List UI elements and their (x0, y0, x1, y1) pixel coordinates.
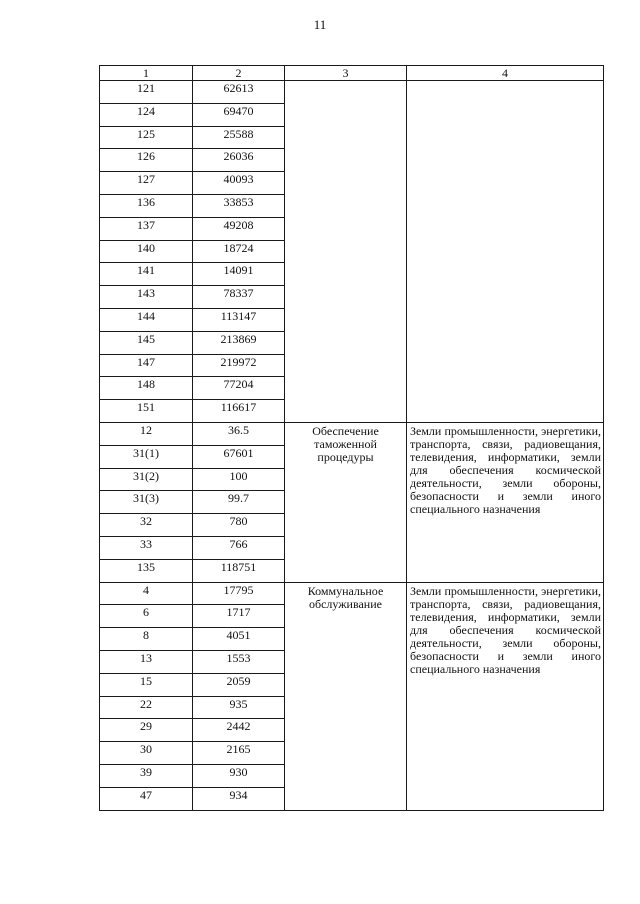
plot-area-cell: 100 (193, 468, 285, 491)
land-category-cell (407, 81, 604, 423)
column-header: 2 (193, 66, 285, 81)
plot-area-cell: 49208 (193, 217, 285, 240)
plot-area-cell: 113147 (193, 308, 285, 331)
plot-number-cell: 33 (100, 536, 193, 559)
table-row (100, 582, 604, 605)
plot-area-cell: 69470 (193, 103, 285, 126)
column-header: 4 (407, 66, 604, 81)
plot-number-cell: 151 (100, 400, 193, 423)
table-body (100, 81, 604, 811)
plot-area-cell: 67601 (193, 445, 285, 468)
table-row (100, 422, 604, 445)
plot-number-cell: 47 (100, 787, 193, 810)
plot-number-cell: 32 (100, 514, 193, 537)
plot-number-cell: 4 (100, 582, 193, 605)
plot-area-cell: 18724 (193, 240, 285, 263)
plot-area-cell: 62613 (193, 81, 285, 104)
plot-number-cell: 30 (100, 742, 193, 765)
plot-area-cell: 780 (193, 514, 285, 537)
plot-number-cell: 39 (100, 764, 193, 787)
plot-area-cell: 2165 (193, 742, 285, 765)
plot-area-cell: 4051 (193, 628, 285, 651)
plot-area-cell: 2059 (193, 673, 285, 696)
plot-number-cell: 13 (100, 650, 193, 673)
permitted-use-cell: Коммунальное обслуживание (285, 582, 407, 810)
page-number: 11 (313, 17, 327, 32)
plot-number-cell: 12 (100, 422, 193, 445)
plot-number-cell: 22 (100, 696, 193, 719)
plot-area-cell: 934 (193, 787, 285, 810)
plot-area-cell: 40093 (193, 172, 285, 195)
plot-area-cell: 25588 (193, 126, 285, 149)
plot-number-cell: 145 (100, 331, 193, 354)
plot-number-cell: 136 (100, 194, 193, 217)
plot-number-cell: 15 (100, 673, 193, 696)
plot-number-cell: 141 (100, 263, 193, 286)
plot-number-cell: 31(3) (100, 491, 193, 514)
land-category-cell: Земли промышленности, энергетики, транспорта, связи, радиовещания, телевидения, информатики, земли для обеспечения космической деятельности, земли обороны, безопасности и земли иного специального назначения (407, 582, 604, 810)
plot-number-cell: 140 (100, 240, 193, 263)
plot-area-cell: 1717 (193, 605, 285, 628)
plot-area-cell: 2442 (193, 719, 285, 742)
plot-area-cell: 766 (193, 536, 285, 559)
table-row (100, 81, 604, 104)
plot-number-cell: 124 (100, 103, 193, 126)
plot-number-cell: 148 (100, 377, 193, 400)
table-header-row (100, 66, 604, 81)
plot-number-cell: 135 (100, 559, 193, 582)
plot-area-cell: 77204 (193, 377, 285, 400)
plot-number-cell: 125 (100, 126, 193, 149)
plot-number-cell: 31(2) (100, 468, 193, 491)
column-header: 3 (285, 66, 407, 81)
land-plots-table (99, 65, 604, 811)
plot-area-cell: 99.7 (193, 491, 285, 514)
plot-area-cell: 17795 (193, 582, 285, 605)
plot-number-cell: 121 (100, 81, 193, 104)
permitted-use-cell: Обеспечение таможенной процедуры (285, 422, 407, 582)
plot-number-cell: 147 (100, 354, 193, 377)
plot-area-cell: 78337 (193, 286, 285, 309)
plot-area-cell: 935 (193, 696, 285, 719)
plot-area-cell: 33853 (193, 194, 285, 217)
plot-number-cell: 6 (100, 605, 193, 628)
plot-number-cell: 8 (100, 628, 193, 651)
column-header: 1 (100, 66, 193, 81)
plot-number-cell: 143 (100, 286, 193, 309)
plot-area-cell: 213869 (193, 331, 285, 354)
plot-number-cell: 127 (100, 172, 193, 195)
plot-area-cell: 14091 (193, 263, 285, 286)
plot-area-cell: 26036 (193, 149, 285, 172)
plot-number-cell: 31(1) (100, 445, 193, 468)
plot-area-cell: 118751 (193, 559, 285, 582)
plot-number-cell: 137 (100, 217, 193, 240)
plot-area-cell: 930 (193, 764, 285, 787)
land-category-cell: Земли промышленности, энергетики, транспорта, связи, радиовещания, телевидения, информатики, земли для обеспечения космической деятельности, земли обороны, безопасности и земли иного специального назначения (407, 422, 604, 582)
plot-number-cell: 144 (100, 308, 193, 331)
plot-area-cell: 36.5 (193, 422, 285, 445)
plot-area-cell: 219972 (193, 354, 285, 377)
plot-area-cell: 1553 (193, 650, 285, 673)
plot-number-cell: 29 (100, 719, 193, 742)
permitted-use-cell (285, 81, 407, 423)
plot-number-cell: 126 (100, 149, 193, 172)
plot-area-cell: 116617 (193, 400, 285, 423)
